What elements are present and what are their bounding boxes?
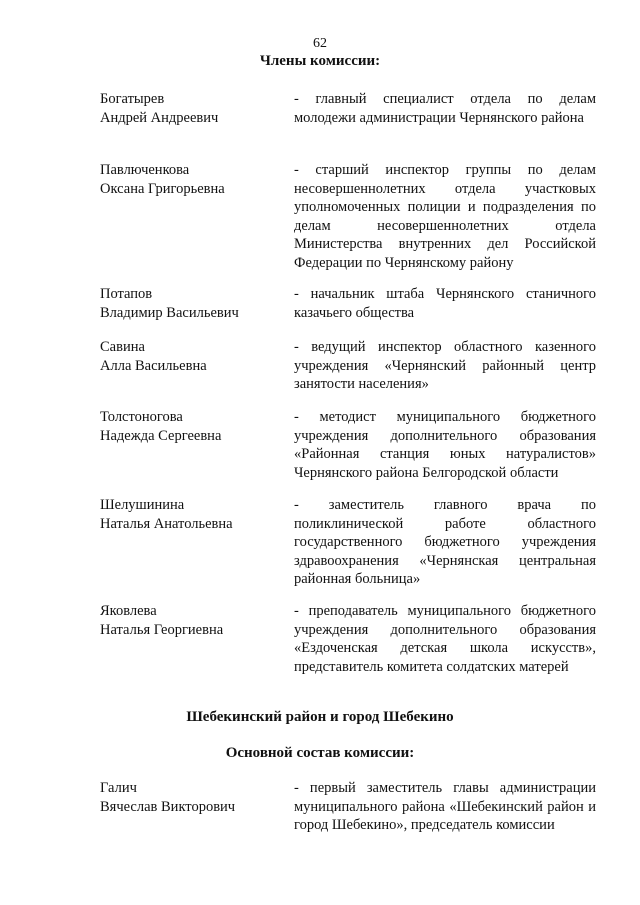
member-surname: Потапов: [100, 286, 153, 302]
member-surname: Яковлева: [100, 603, 157, 619]
member-surname: Савина: [100, 339, 145, 355]
member-given-names: Владимир Васильевич: [100, 304, 239, 321]
member-role: - заместитель главного врача по поликлинической работе областного государственного бюджетного учреждения здравоохранения «Чернянская центральная районная больница»: [294, 497, 596, 588]
member-given-names: Оксана Григорьевна: [100, 180, 225, 197]
member-given-names: Надежда Сергеевна: [100, 427, 222, 444]
member-given-names: Наталья Анатольевна: [100, 515, 233, 532]
member-given-names: Вячеслав Викторович: [100, 798, 236, 815]
member-surname: Толстоногова: [100, 409, 183, 425]
member-role: - начальник штаба Чернянского станичного казачьего общества: [294, 286, 596, 321]
member-name: [100, 408, 280, 445]
member-surname: Павлюченкова: [100, 162, 190, 178]
member-name: [100, 602, 280, 639]
member-given-names: Андрей Андреевич: [100, 109, 219, 126]
member-surname: Богатырев: [100, 91, 165, 107]
member-role: - методист муниципального бюджетного учреждения дополнительного образования «Районная станция юных натуралистов» Чернянского района Белгородской области: [294, 409, 596, 481]
member-name: [100, 90, 280, 127]
member-role: - главный специалист отдела по делам молодежи администрации Чернянского района: [294, 91, 596, 126]
member-role: - первый заместитель главы администрации муниципального района «Шебекинский район и город Шебекино», председатель комиссии: [294, 780, 596, 834]
district-title: Шебекинский район и город Шебекино: [186, 709, 454, 725]
member-given-names: Наталья Георгиевна: [100, 621, 224, 638]
member-name: [100, 496, 280, 533]
member-name: [100, 161, 280, 198]
member-name: [100, 779, 280, 816]
member-role: - старший инспектор группы по делам несовершеннолетних отдела участковых уполномоченных полиции и подразделения по делам несовершеннолетних отдела Министерства внутренних дел Российской Федерации по Чернянскому району: [294, 162, 596, 271]
page-number: 62: [313, 36, 327, 51]
member-role: - ведущий инспектор областного казенного учреждения «Чернянский районный центр занятости населения»: [294, 339, 596, 393]
member-name: [100, 338, 280, 375]
member-name: [100, 285, 280, 322]
member-given-names: Алла Васильевна: [100, 357, 207, 374]
section-heading-main-composition: Основной состав комиссии:: [225, 745, 415, 761]
member-surname: Шелушинина: [100, 497, 185, 513]
member-surname: Галич: [100, 780, 137, 796]
section-heading-members: Члены комиссии:: [259, 53, 381, 69]
member-role: - преподаватель муниципального бюджетного учреждения дополнительного образования «Ездоченская детская школа искусств», представитель комитета солдатских матерей: [294, 603, 596, 675]
